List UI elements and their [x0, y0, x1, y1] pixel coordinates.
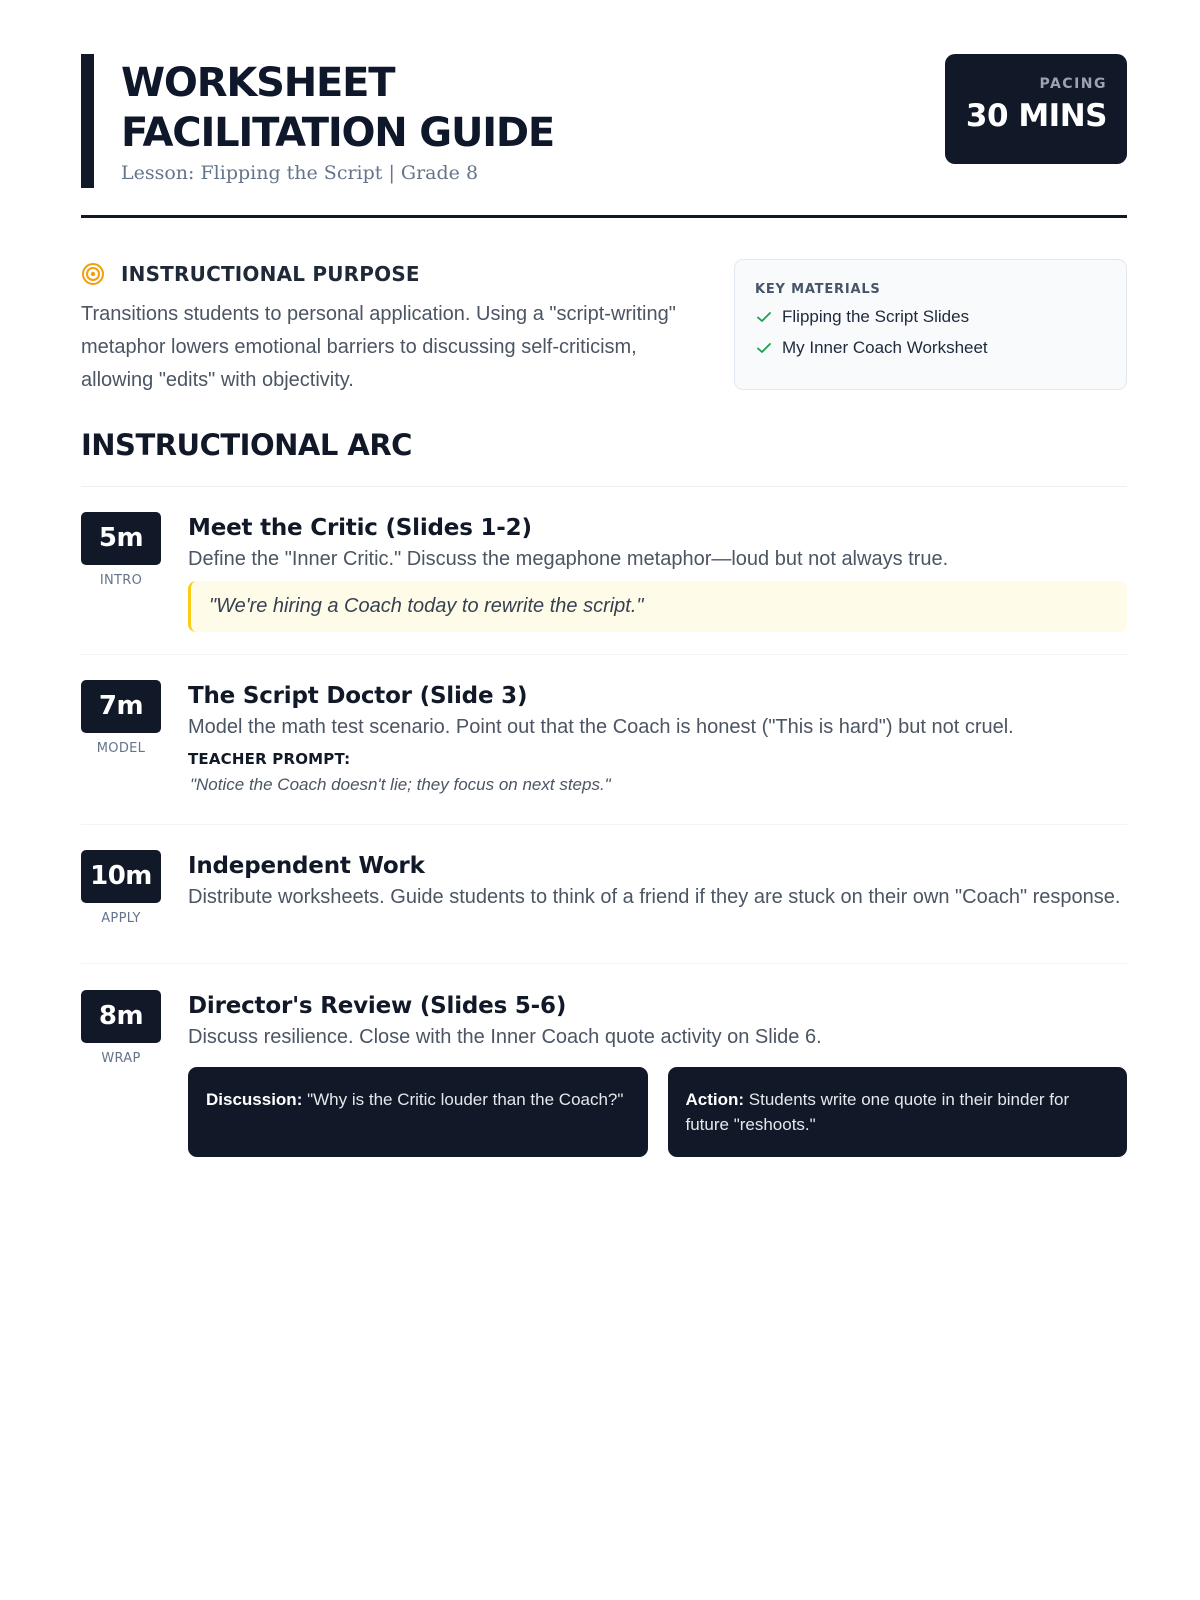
duration-badge: 7m: [81, 680, 161, 733]
step-description: Define the "Inner Critic." Discuss the megaphone metaphor—loud but not always true.: [188, 548, 949, 570]
step-quote: "We're hiring a Coach today to rewrite the script.": [188, 581, 1127, 632]
teacher-prompt-label: TEACHER PROMPT:: [188, 750, 351, 768]
step-description: Model the math test scenario. Point out that the Coach is honest ("This is hard") but not cruel.: [188, 716, 1014, 738]
wrap-cards: [188, 1067, 1127, 1157]
card-text: "Why is the Critic louder than the Coach?": [307, 1090, 624, 1109]
purpose-heading: [81, 260, 701, 288]
step-divider: [81, 654, 1127, 655]
materials-title: KEY MATERIALS: [755, 282, 881, 297]
step-title: Director's Review (Slides 5-6): [188, 993, 567, 1019]
arc-divider: [81, 486, 1127, 487]
material-item: [755, 306, 1106, 328]
purpose-title: INSTRUCTIONAL PURPOSE: [121, 262, 420, 286]
step-title: Independent Work: [188, 853, 425, 879]
key-materials-box: [734, 259, 1127, 390]
title-line-1: WORKSHEET: [121, 60, 395, 106]
header-accent-bar: [81, 54, 94, 188]
card-label: Discussion:: [206, 1090, 308, 1109]
phase-label: WRAP: [101, 1051, 141, 1066]
target-icon: [81, 262, 105, 286]
header: [81, 54, 1127, 188]
step-title: The Script Doctor (Slide 3): [188, 683, 528, 709]
step-body: [188, 990, 1127, 1157]
phase-label: MODEL: [96, 741, 146, 756]
step-divider: [81, 963, 1127, 964]
teacher-prompt-text: "Notice the Coach doesn't lie; they focus on next steps.": [190, 775, 611, 794]
header-divider: [81, 215, 1127, 218]
step-description: Distribute worksheets. Guide students to think of a friend if they are stuck on their own "Coach" response.: [188, 886, 1121, 908]
instructional-purpose-section: [81, 260, 701, 397]
step-title: Meet the Critic (Slides 1-2): [188, 515, 532, 541]
duration-badge: 10m: [81, 850, 161, 903]
step-body: [188, 680, 1127, 795]
page-title: [121, 58, 554, 158]
card-text: Students write one quote in their binder for future "reshoots.": [685, 1090, 1070, 1134]
duration-badge: 5m: [81, 512, 161, 565]
material-item: [755, 337, 1106, 359]
step-description: Discuss resilience. Close with the Inner Coach quote activity on Slide 6.: [188, 1026, 822, 1048]
phase-label: INTRO: [99, 573, 143, 588]
action-card: [668, 1067, 1128, 1157]
card-label: Action:: [685, 1090, 749, 1109]
material-label: My Inner Coach Worksheet: [782, 338, 988, 357]
arc-title: INSTRUCTIONAL ARC: [81, 428, 412, 462]
step-body: [188, 850, 1127, 911]
pacing-value: 30 MINS: [965, 98, 1107, 134]
step-body: [188, 512, 1127, 632]
facilitation-guide-page: [81, 54, 1127, 1134]
step-divider: [81, 824, 1127, 825]
purpose-text: Transitions students to personal application. Using a "script-writing" metaphor lowers emotional barriers to discussing self-criticism, allowing "edits" with objectivity.: [81, 303, 676, 391]
check-icon: [755, 339, 773, 357]
lesson-subtitle: Lesson: Flipping the Script | Grade 8: [121, 162, 479, 184]
material-label: Flipping the Script Slides: [782, 307, 970, 326]
pacing-label: PACING: [1039, 76, 1107, 92]
check-icon: [755, 308, 773, 326]
pacing-badge: [945, 54, 1127, 164]
duration-badge: 8m: [81, 990, 161, 1043]
discussion-card: [188, 1067, 648, 1157]
title-line-2: FACILITATION GUIDE: [121, 110, 555, 156]
phase-label: APPLY: [101, 911, 141, 926]
